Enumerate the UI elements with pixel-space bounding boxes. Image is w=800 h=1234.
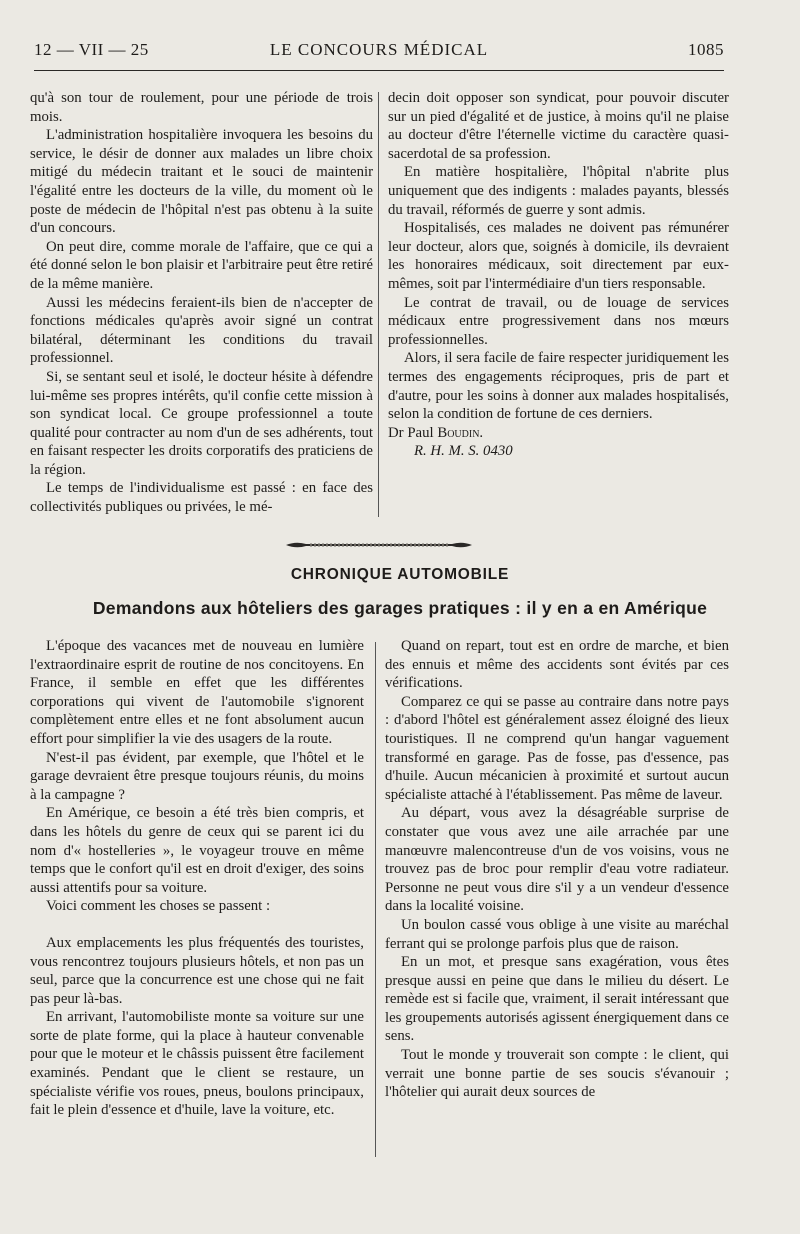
paragraph: Hospitalisés, ces malades ne doivent pas rémunérer leur docteur, alors que, soignés à domicile, ils devraient les honoraires médicaux, soit directement par eux-mêmes, soit par l'intermédiaire d'un tiers responsable.: [388, 220, 729, 292]
header-rule: [34, 70, 724, 71]
article2-column-right: [385, 637, 729, 1102]
article1-column-right: [388, 89, 729, 461]
paragraph: En Amérique, ce besoin a été très bien compris, et dans les hôtels du genre de ceux qui se parent ici du nom d'« hostelleries », le voyageur trouve en même temps que le confort qu'il est en droit d'exiger, des soins aussi attentifs pour sa voiture.: [30, 805, 364, 896]
paragraph: Quand on repart, tout est en ordre de marche, et bien des ennuis et même des accidents sont évités par ces vérifications.: [385, 638, 729, 692]
paragraph: qu'à son tour de roulement, pour une période de trois mois.: [30, 90, 373, 125]
paragraph: En un mot, et presque sans exagération, vous êtes presque aussi en peine que dans le milieu du désert. Le remède est si facile que, vraiment, il serait intéressant que les groupements autorisés agissent énergiquement dans ce sens.: [385, 954, 729, 1045]
paragraph: Comparez ce qui se passe au contraire dans notre pays : d'abord l'hôtel est généralement assez éloigné des lieux touristiques. Il ne comprend qu'un hangar vaguement transformé en garage. Pas de fosse, pas d'essence, pas d'huile. Aucun mécanicien à proximité et surtout aucun spécialiste attaché à l'établissement. Pas même de laveur.: [385, 693, 729, 803]
section-heading: CHRONIQUE AUTOMOBILE: [290, 566, 510, 583]
paragraph: N'est-il pas évident, par exemple, que l'hôtel et le garage devraient être presque toujours réunis, du moins à la campagne ?: [30, 749, 364, 803]
paragraph: Aussi les médecins feraient-ils bien de n'accepter de fonctions médicales qu'après avoir signé un contrat bilatéral, déterminant les conditions du travail professionnel.: [30, 294, 373, 367]
paragraph: L'administration hospitalière invoquera les besoins du service, le désir de donner aux malades un libre choix mitigé du médecin traitant et le souci de maintenir l'égalité entre les docteurs de la ville, du moment où le poste de médecin de l'hôpital n'est pas obtenu à la suite d'un concours.: [30, 127, 373, 237]
journal-title: LE CONCOURS MÉDICAL: [269, 40, 489, 59]
article1-column-left: [30, 89, 373, 517]
paragraph: Au départ, vous avez la désagréable surprise de constater que vous avez une aile arrachée par une manœuvre malencontreuse d'un de vos voisins, vous ne trouvez pas de broc pour remplir d'eau votre radiateur. Personne ne peut vous dire s'il y a un vendeur d'essence dans la localité voisine.: [385, 805, 729, 915]
page-number: 1085: [688, 40, 724, 59]
paragraph: En matière hospitalière, l'hôpital n'abrite plus uniquement que des indigents : malades payants, blessés du travail, réformés de guerre y sont admis.: [388, 164, 729, 218]
paragraph: Voici comment les choses se passent :: [46, 898, 271, 915]
paragraph: En arrivant, l'automobiliste monte sa voiture sur une sorte de plate forme, qui la place à hauteur convenable pour que le moteur et le châssis puissent être facilement examinés. Pendant que le client se restaure, un spécialiste vérifie vos roues, pneus, boulons principaux, fait le plein d'essence et d'huile, lave la voiture, etc.: [30, 1009, 364, 1119]
paragraph: On peut dire, comme morale de l'affaire, que ce qui a été donné selon le bon plaisir et l'arbitraire peut être retiré de la même manière.: [30, 238, 373, 292]
paragraph: decin doit opposer son syndicat, pour pouvoir discuter sur un pied d'égalité et de justice, à moins qu'il ne plaise au docteur d'être l'éternelle victime du caractère quasi-sacerdotal de sa profession.: [388, 90, 729, 162]
paragraph: Le contrat de travail, ou de louage de services médicaux entre progressivement dans nos mœurs professionnelles.: [388, 294, 729, 348]
column-divider: [378, 92, 379, 517]
column-divider: [375, 642, 376, 1157]
author-signature: [388, 424, 729, 443]
paragraph: Un boulon cassé vous oblige à une visite au maréchal ferrant qui se prolonge parfois plus que de raison.: [385, 916, 729, 952]
signature-prefix: Dr Paul: [388, 424, 434, 441]
paragraph: L'époque des vacances met de nouveau en lumière l'extraordinaire esprit de routine de nos concitoyens. En France, il semble en effet que les différentes corporations qui vivent de l'automobile s'ignorent complètement entre elles et ne font absolument aucun effort pour simplifier la vie des usagers de la route.: [30, 638, 364, 747]
ornament-divider-icon: [286, 540, 472, 550]
reference-code: R. H. M. S. 0430: [414, 443, 513, 460]
article2-column-left: [30, 637, 364, 1120]
paragraph: Si, se sentant seul et isolé, le docteur hésite à défendre lui-même ses propres intérêts, qu'il confie cette mission à son syndicat local. Ce groupe professionnel a toute qualité pour contracter au nom d'un de ses adhérents, tout en faisant respecter les droits corporatifs des praticiens de la région.: [30, 368, 373, 478]
issue-date: 12 — VII — 25: [34, 40, 149, 59]
paragraph: Aux emplacements les plus fréquentés des touristes, vous rencontrez toujours plusieurs hôtels, et non pas un seul, parce que la concurrence est une chose qui ne fait pas peur là-bas.: [30, 934, 364, 1007]
paragraph: Le temps de l'individualisme est passé : en face des collectivités publiques ou privées, le mé-: [30, 480, 373, 516]
signature-name: Boudin.: [437, 424, 484, 441]
paragraph: Alors, il sera facile de faire respecter juridiquement les termes des engagements réciproques, pris de part et d'autre, pour les soins à donner aux malades hospitalisés, selon la condition de fortune de ces derniers.: [388, 350, 729, 423]
article-headline: Demandons aux hôteliers des garages pratiques : il y en a en Amérique: [92, 598, 708, 618]
running-header: [34, 40, 724, 68]
paragraph: Tout le monde y trouverait son compte : le client, qui verrait une bonne partie de ses soucis s'évanouir ; l'hôtelier qui aurait deux sources de: [385, 1047, 729, 1101]
